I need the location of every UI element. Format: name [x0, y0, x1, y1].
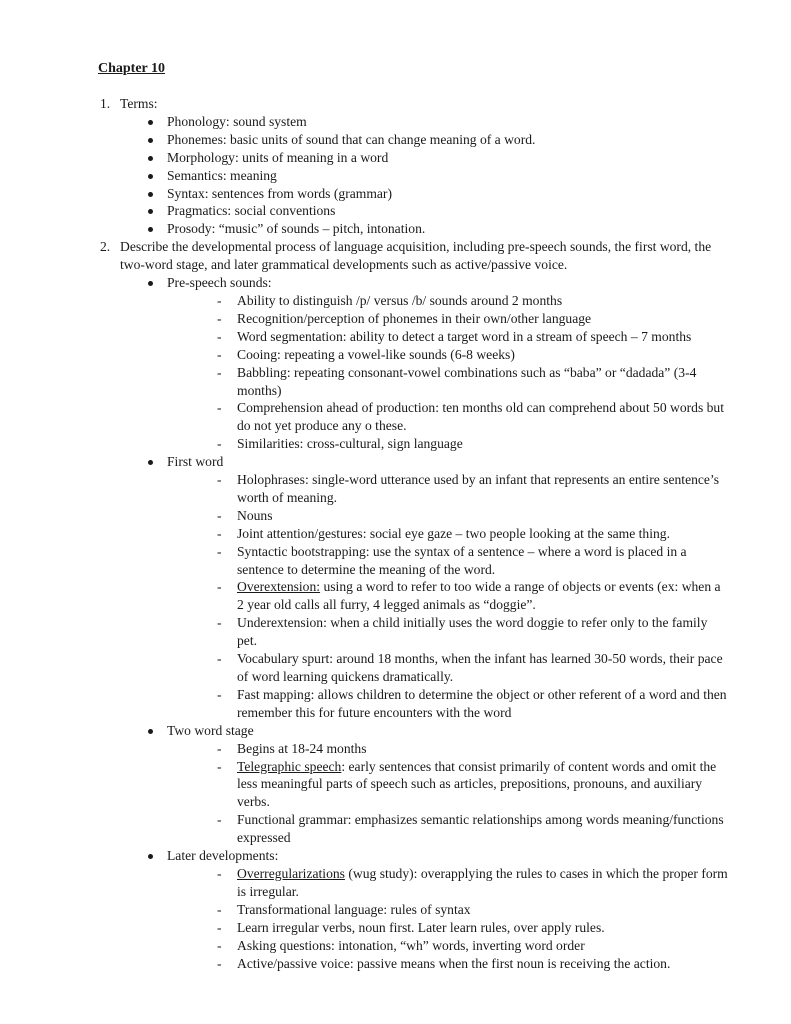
detail-item: - Cooing: repeating a vowel-like sounds (6-8 weeks) — [217, 346, 515, 362]
stage-later-developments — [120, 847, 728, 972]
dash-icon: - — [217, 292, 222, 308]
detail-item: - Underextension: when a child initially uses the word doggie to refer only to the family pet. — [217, 615, 708, 649]
stage-label: Later developments: — [167, 848, 279, 864]
question-text: Terms: — [120, 96, 158, 111]
detail-item: - Fast mapping: allows children to determine the object or other referent of a word and then remember this for future encounters with the word — [217, 686, 727, 720]
dash-icon: - — [217, 310, 222, 326]
bullet-icon — [148, 192, 153, 197]
term-item: Semantics: meaning — [120, 167, 728, 185]
detail-item: - Nouns — [217, 507, 273, 523]
detail-item: - Active/passive voice: passive means when the first noun is receiving the action. — [217, 955, 671, 971]
term-item: Phonology: sound system — [120, 113, 728, 131]
detail-item: - Babbling: repeating consonant-vowel combinations such as “baba” or “dadada” (3-4 months) — [217, 364, 697, 398]
dash-icon: - — [217, 346, 222, 362]
terms-list — [120, 113, 728, 238]
bullet-icon — [148, 281, 153, 286]
dash-icon: - — [217, 400, 222, 416]
detail-item: - Transformational language: rules of syntax — [217, 901, 471, 917]
question-number: 2. — [100, 239, 111, 255]
dash-icon: - — [217, 543, 222, 559]
detail-item: - Holophrases: single-word utterance used by an infant that represents an entire sentence’s worth of meaning. — [217, 472, 720, 505]
dash-icon: - — [217, 525, 222, 541]
dash-icon: - — [217, 955, 222, 971]
detail-item: - Similarities: cross-cultural, sign language — [217, 436, 463, 452]
bullet-icon — [148, 156, 153, 161]
dash-icon: - — [217, 364, 222, 380]
dash-icon: - — [217, 740, 222, 756]
detail-item: - Telegraphic speech: early sentences that consist primarily of content words and omit the less meaningful parts of speech such as articles, prepositions, pronouns, and auxiliary verbs. — [217, 758, 717, 810]
detail-item: - Joint attention/gestures: social eye gaze – two people looking at the same thing. — [217, 525, 671, 541]
dash-icon: - — [217, 812, 222, 828]
dash-icon: - — [217, 615, 222, 631]
chapter-title: Chapter 10 — [98, 61, 166, 76]
detail-item: - Begins at 18-24 months — [217, 740, 367, 756]
detail-item: - Syntactic bootstrapping: use the syntax of a sentence – where a word is placed in a sentence to determine the meaning of the word. — [217, 543, 687, 577]
stage-pre-speech — [120, 274, 728, 453]
term-item: Morphology: units of meaning in a word — [120, 149, 728, 167]
dash-icon: - — [217, 865, 222, 881]
dash-icon: - — [217, 507, 222, 523]
detail-item: - Comprehension ahead of production: ten months old can comprehend about 50 words but do not yet produce any o these. — [217, 400, 725, 434]
question-2 — [98, 238, 728, 972]
bullet-icon — [148, 729, 153, 734]
term-item: Syntax: sentences from words (grammar) — [120, 185, 728, 203]
detail-item: - Functional grammar: emphasizes semantic relationships among words meaning/functions expressed — [217, 812, 724, 846]
detail-item: - Overextension: using a word to refer to too wide a range of objects or events (ex: when a 2 year old calls all furry, 4 legged animals as “doggie”. — [217, 579, 721, 613]
detail-item: - Word segmentation: ability to detect a target word in a stream of speech – 7 months — [217, 328, 692, 344]
dash-icon: - — [217, 919, 222, 935]
detail-list — [167, 292, 728, 453]
stage-list — [120, 274, 728, 972]
term-item: Phonemes: basic units of sound that can change meaning of a word. — [120, 131, 728, 149]
bullet-icon — [148, 120, 153, 125]
detail-item: - Recognition/perception of phonemes in their own/other language — [217, 310, 592, 326]
detail-item: - Overregularizations (wug study): overapplying the rules to cases in which the proper form is irregular. — [217, 865, 728, 899]
detail-list — [167, 740, 728, 847]
stage-two-word — [120, 722, 728, 847]
detail-item: - Ability to distinguish /p/ versus /b/ sounds around 2 months — [217, 292, 563, 308]
question-list — [98, 95, 728, 972]
dash-icon: - — [217, 472, 222, 488]
dash-icon: - — [217, 686, 222, 702]
bullet-icon — [148, 138, 153, 143]
stage-label: Two word stage — [167, 722, 254, 738]
dash-icon: - — [217, 901, 222, 917]
question-text: Describe the developmental process of language acquisition, including pre-speech sounds, the first word, the two-word stage, and later grammatical developments such as active/passive voice. — [120, 239, 712, 273]
dash-icon: - — [217, 651, 222, 667]
term-item: Pragmatics: social conventions — [120, 202, 728, 220]
bullet-icon — [148, 854, 153, 859]
stage-first-word — [120, 453, 728, 722]
bullet-icon — [148, 209, 153, 214]
dash-icon: - — [217, 328, 222, 344]
dash-icon: - — [217, 436, 222, 452]
detail-item: - Learn irregular verbs, noun first. Later learn rules, over apply rules. — [217, 919, 605, 935]
question-1 — [98, 95, 728, 238]
underlined-term: Overextension: — [237, 579, 321, 595]
detail-list — [167, 471, 728, 722]
stage-label: First word — [167, 454, 224, 470]
detail-item: - Asking questions: intonation, “wh” words, inverting word order — [217, 937, 585, 953]
dash-icon: - — [217, 758, 222, 774]
underlined-term: Telegraphic speech — [237, 758, 342, 774]
dash-icon: - — [217, 579, 222, 595]
detail-item: - Vocabulary spurt: around 18 months, when the infant has learned 30-50 words, their pace of word learning quickens dramatically. — [217, 651, 723, 684]
bullet-icon — [148, 227, 153, 232]
dash-icon: - — [217, 937, 222, 953]
detail-list — [167, 865, 728, 972]
question-number: 1. — [100, 96, 111, 111]
underlined-term: Overregularizations — [237, 865, 345, 881]
bullet-icon — [148, 460, 153, 465]
bullet-icon — [148, 174, 153, 179]
term-item: Prosody: “music” of sounds – pitch, intonation. — [120, 220, 728, 238]
stage-label: Pre-speech sounds: — [167, 275, 272, 291]
